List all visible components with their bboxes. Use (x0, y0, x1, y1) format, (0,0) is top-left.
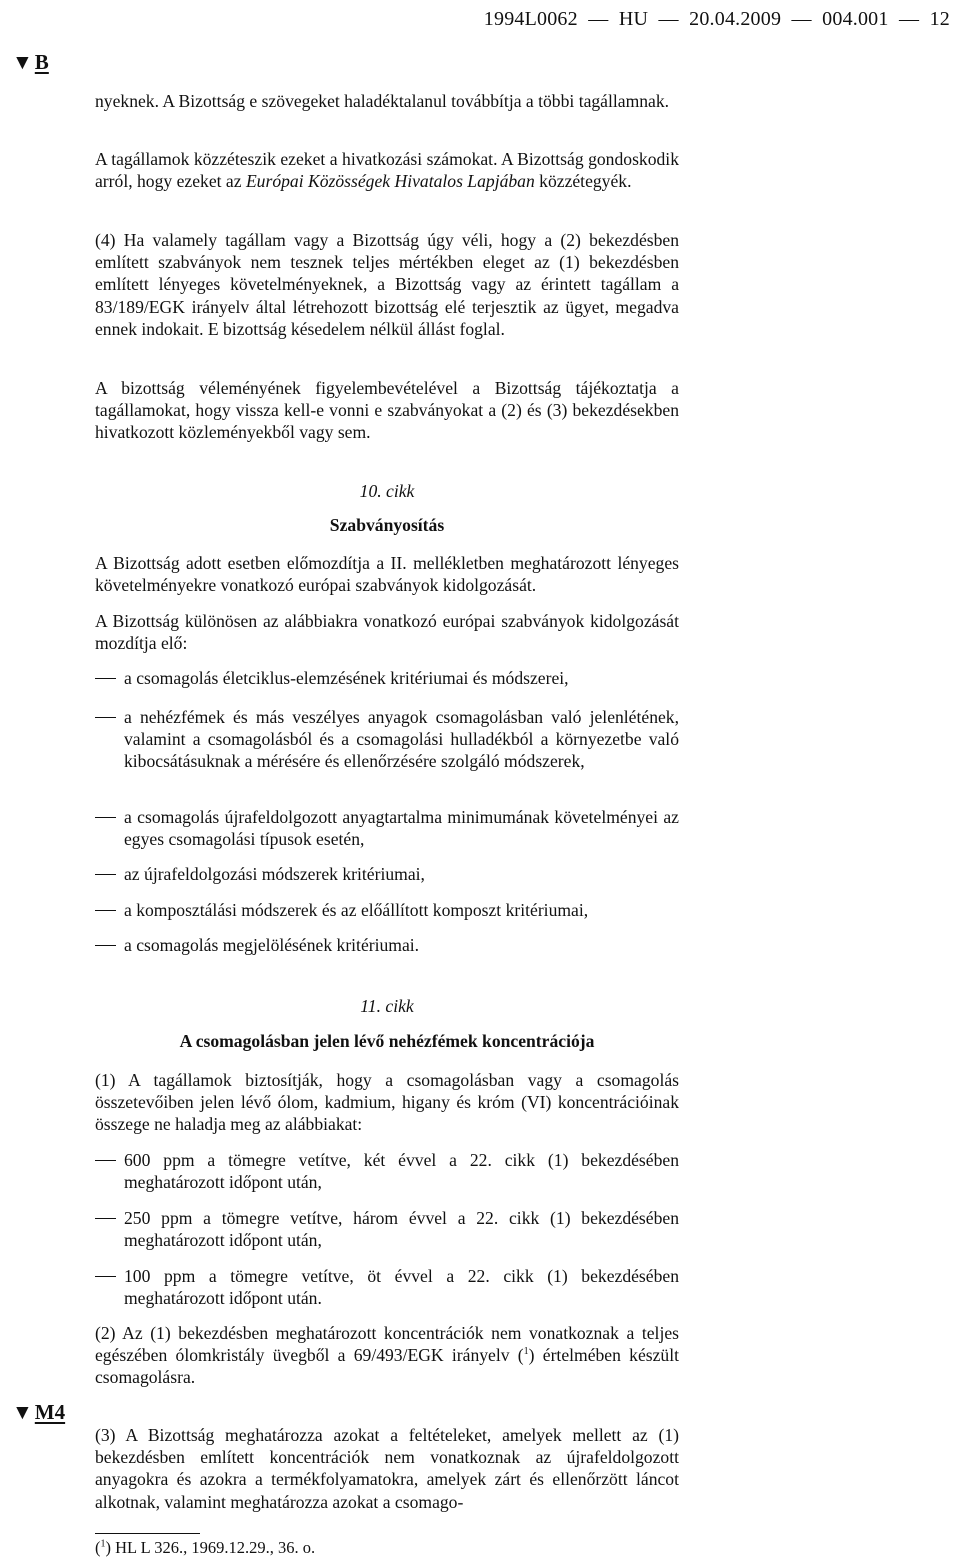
article-10-title: Szabványosítás (329, 515, 445, 535)
amendment-marker-b: ▼B (12, 50, 49, 74)
paragraph-continuation: nyeknek. A Bizottság e szövegeket haladéktalanul továbbítja a többi tagállamnak. (95, 91, 670, 111)
footnote: ($^1$) HL L 326., 1969.12.29., 36. o. (95, 1538, 316, 1557)
list-item: 100 ppm a tömegre vetítve, öt évvel a 22. cikk (1) bekezdésében meghatározott időpont után. (95, 1265, 679, 1309)
page-number: 12 (929, 8, 950, 30)
list-item: a csomagolás újrafeldolgozott anyagtartalma minimumának követelményei az egyes csomagolási típusok esetén, (95, 806, 679, 850)
article-10-number: 10. cikk (359, 481, 415, 501)
list-item: a csomagolás életciklus-elemzésének kritériumai és módszerei, (95, 667, 679, 689)
doc-lang: HU (618, 8, 649, 30)
doc-date: 20.04.2009 (689, 8, 782, 30)
doc-version: 004.001 (822, 8, 889, 30)
page-header: 1994L0062 — HU — 20.04.2009 — 004.001 — 12 (483, 8, 950, 30)
dash-icon (95, 1265, 117, 1277)
dash-icon (95, 934, 117, 946)
paragraph-4: (4) Ha valamely tagállam vagy a Bizottság úgy véli, hogy a (2) bekezdésben említett szabványok nem tesznek teljes mértékben eleget az (1) bekezdésben említett lényeges követelményeknek, a Bizottság vagy az érintett tagállam a 83/189/EGK irányelv által létrehozott bizottság elé terjesztik az ügyet, megadva ennek indokait. E bizottság késedelem nélkül állást foglal. (95, 230, 679, 339)
list-item: az újrafeldolgozási módszerek kritériumai, (95, 863, 679, 885)
triangle-down-icon: ▼ (12, 50, 33, 74)
dash-icon (95, 806, 117, 818)
paragraph-committee-opinion: A bizottság véleményének figyelembevételével a Bizottság tájékoztatja a tagállamokat, hogy vissza kell-e vonni e szabványokat a (2) és (3) bekezdésekben hivatkozott közleményekből vagy sem. (95, 378, 679, 443)
footnote-ref: 1 (523, 1346, 529, 1358)
list-item: a komposztálási módszerek és az előállított komposzt kritériumai, (95, 899, 679, 921)
dash-icon (95, 706, 117, 718)
article-11-paragraph-3: (3) A Bizottság meghatározza azokat a feltételeket, amelyek mellett az (1) bekezdésben említett koncentrációk nem vonatkoznak az újrafeldolgozott anyagokra és azokra a termékfolyamatokra, amelyek zárt és ellenőrzött láncot alkotnak, valamint meghatározza azokat a csomago- (95, 1425, 679, 1512)
article-10-paragraph-1: A Bizottság adott esetben előmozdítja a II. mellékletben meghatározott lényeges követelményekre vonatkozó európai szabványok kidolgozását. (95, 553, 679, 596)
doc-id: 1994L0062 (483, 8, 578, 30)
dash-icon (95, 863, 117, 875)
article-11-paragraph-2: (2) Az (1) bekezdésben meghatározott koncentrációk nem vonatkoznak a teljes egészében ólomkristály üvegből a 69/493/EGK irányelv ($^1$) értelmében készült csomagolásra. (95, 1323, 680, 1388)
article-11-title: A csomagolásban jelen lévő nehézfémek koncentrációja (179, 1031, 595, 1051)
paragraph-publication: A tagállamok közzéteszik ezeket a hivatkozási számokat. A Bizottság gondoskodik arról, hogy ezeket az Európai Közösségek Hivatalos Lapjában közzétegyék. (95, 149, 679, 192)
amendment-marker-m4: ▼M4 (12, 1400, 66, 1424)
list-item: a nehézfémek és más veszélyes anyagok csomagolásban való jelenlétének, valamint a csomagolásból és a csomagolási hulladékból a környezetbe való kibocsátásuknak a mérésére és ellenőrzésére szolgáló módszerek, (95, 706, 679, 773)
list-item: a csomagolás megjelölésének kritériumai. (95, 934, 679, 956)
article-10-paragraph-2: A Bizottság különösen az alábbiakra vonatkozó európai szabványok kidolgozását mozdítja elő: (95, 611, 679, 654)
article-11-number: 11. cikk (360, 996, 414, 1016)
dash-icon (95, 1149, 117, 1161)
dash-icon (95, 667, 117, 679)
journal-name: Európai Közösségek Hivatalos Lapjában (245, 171, 535, 192)
dash-icon (95, 1207, 117, 1219)
triangle-down-icon: ▼ (12, 1400, 33, 1424)
dash-icon (95, 899, 117, 911)
list-item: 600 ppm a tömegre vetítve, két évvel a 22. cikk (1) bekezdésében meghatározott időpont után, (95, 1149, 679, 1193)
article-11-paragraph-1: (1) A tagállamok biztosítják, hogy a csomagolásban vagy a csomagolás összetevőiben jelen lévő ólom, kadmium, higany és króm (VI) koncentrációinak összege ne haladja meg az alábbiakat: (95, 1070, 679, 1135)
list-item: 250 ppm a tömegre vetítve, három évvel a 22. cikk (1) bekezdésében meghatározott időpont után, (95, 1207, 679, 1251)
footnote-divider (95, 1533, 200, 1534)
